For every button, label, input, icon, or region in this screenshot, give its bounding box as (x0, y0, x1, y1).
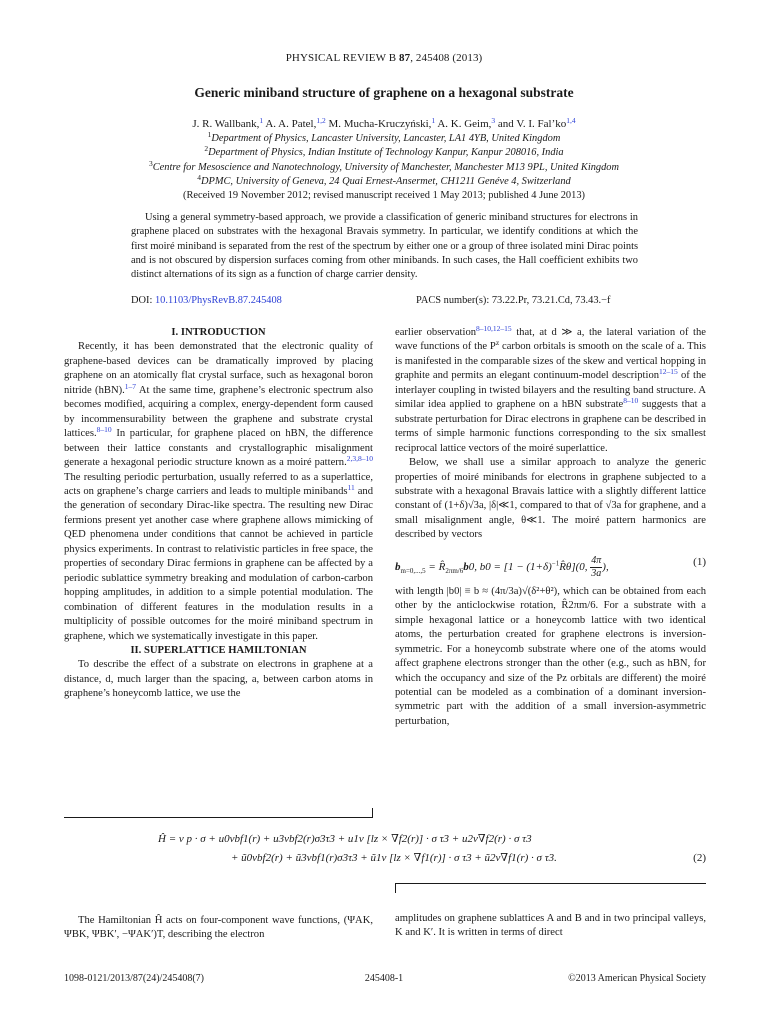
footer-copyright: ©2013 American Physical Society (568, 973, 706, 984)
affiliation: $^4$DPMC, University of Geneva, 24 Quai Ernest-Ansermet, CH1211 Genéve 4, Switzerland (197, 173, 571, 188)
author-affil-link[interactable]: 3 (491, 116, 496, 125)
superlattice-paragraph: To describe the effect of a substrate on electrons in graphene at a distance, d, much larger than the spacing, a, between carbon atoms in graphene’s honeycomb lattice, we use the (64, 659, 373, 700)
author-name: and V. I. Fal’ko (497, 118, 567, 130)
pacs-value: 73.22.Pr, 73.21.Cd, 73.43.−f (491, 295, 611, 306)
received-dates: (Received 19 November 2012; revised manuscript received 1 May 2013; published 4 June 2013) (183, 190, 585, 201)
column-divider-tick (372, 808, 373, 818)
journal-name: PHYSICAL REVIEW B (285, 52, 397, 64)
right-paragraph-1: earlier observation$^{8-10,12-15}$ that, at d ≫ a, the lateral variation of the wave functions of the $P^z$ carbon orbitals is smooth on the scale of a. This is manifested in the comparable sizes of the skew and vertical hopping in graphite and permits an elegant continuum-model description$^{12-15}$ of the interlayer coupling in twisted bilayers and the resulting band structure. A similar idea applied to graphene on a hBN substrate$^{8-10}$ suggests that a substrate perturbation for Dirac electrons in graphene can be described in terms of simple harmonic functions corresponding to the six smallest reciprocal lattice vectors of the moiré superlattice. (395, 324, 707, 454)
column-divider-rule (64, 817, 373, 818)
affiliation: $^3$Centre for Mesoscience and Nanotechnology, University of Manchester, Manchester M13 9PL, United Kingdom (149, 158, 619, 173)
affiliation: $^2$Department of Physics, Indian Institute of Technology Kanpur, Kanpur 208016, India (204, 144, 564, 159)
doi-link[interactable]: 10.1103/PhysRevB.87.245408 (154, 295, 282, 306)
column-divider-rule (395, 883, 706, 884)
citation-link[interactable]: 1–7 (124, 381, 137, 391)
affiliation-list (0, 132, 768, 190)
author-name: J. R. Wallbank, (192, 118, 260, 130)
bottom-left-text: The Hamiltonian Ĥ acts on four-component wave functions, (ΨAK, ΨBK, ΨBK′, −ΨAK′)T, describing the electron (64, 915, 373, 941)
section-heading-introduction: I. INTRODUCTION (171, 327, 266, 338)
equation-2-row: + ũ0vbf2(r) + ũ3vbf1(r)σ3τ3 + ũ1v [lz × ∇f1(r)] · σ τ3 + ũ2v∇f1(r) · σ τ3. (231, 852, 557, 864)
citation-link[interactable]: 11 (347, 482, 355, 492)
author-name: M. Mucha-Kruczyński, (328, 118, 432, 130)
article-number-year: , 245408 (2013) (410, 52, 483, 64)
doi-line (131, 295, 282, 306)
right-column (395, 326, 706, 729)
author-affil-link[interactable]: 1,4 (566, 116, 576, 125)
citation-link[interactable]: 8–10 (623, 396, 639, 406)
author-affil-link[interactable]: 1,2 (316, 116, 326, 125)
intro-paragraph: Recently, it has been demonstrated that the electronic quality of graphene-based devices can be dramatically improved by placing graphene on an atomically flat crystal surface, such as hexagonal boron nitride (hBN).$^{1-7}$ At the same time, graphene’s electronic spectrum also becomes modified, acquiring a complex, energy-dependent form caused by incommensurability between the graphene and substrate crystal lattices.$^{8-10}$ In particular, for graphene placed on hBN, the difference between their lattice constants and crystallographic misalignment generate a hexagonal periodic structure known as a moiré pattern.$^{2,3,8-10}$ The resulting periodic perturbation, usually referred to as a superlattice, acts on graphene’s charge carriers and leads to multiple minibands$^{11}$ and the generation of secondary Dirac-like spectra. The resulting new Dirac fermions present yet another case where graphene allows mimicking of QED phenomena under conditions that cannot be achieved in particle physics experiments. In contrast to relativistic particles in free space, the properties of secondary Dirac fermions in graphene can be affected by a periodic sublattice symmetry breaking and modulation of carbon-carbon hopping amplitudes, in addition to a simple potential modulation. The combination of different features in the modulation results in a multiplicity of possible outcomes for the moiré miniband spectrum in graphene, which we systematically investigate in this paper. (64, 341, 373, 642)
citation-link[interactable]: 8–10 (96, 425, 112, 435)
journal-volume: 87 (399, 52, 411, 64)
abstract-text: Using a general symmetry-based approach, we provide a classification of generic miniband structures for electrons in graphene placed on substrates with the hexagonal Bravais symmetry. In particular, we identify conditions at which the first moiré miniband is separated from the rest of the spectrum by either one or a group of three isolated mini Dirac points and is not obscured by dispersion surfaces coming from other minibands. In such cases, the Hall coefficient exhibits two distinct alternations of its sign as a function of charge carrier density. (131, 212, 638, 281)
citation-link[interactable]: 12–15 (659, 367, 678, 377)
right-paragraph-3: with length |b0| ≡ b ≈ (4π/3a)√(δ²+θ²), which can be obtained from each other by the anticlockwise rotation, R̂2πm/6. For a substrate with a simple hexagonal lattice or a honeycomb lattice with two identical atoms, the perturbation created for graphene electrons is inversion-symmetric. For a honeycomb substrate where one of the atoms would affect graphene electrons stronger than the other (e.g., such as hBN, for which the occupancy and size of the Pz orbitals are different) the moiré potential can be modeled as a combination of a dominant inversion-symmetric part with the addition of a small inversion-asymmetric perturbation, (395, 585, 706, 727)
equation-2-row: Ĥ = v p · σ + u0vbf1(r) + u3vbf2(r)σ3τ3 + u1v [lz × ∇f2(r)] · σ τ3 + u2v∇f2(r) · σ τ3 (158, 833, 532, 845)
right-paragraph-2: Below, we shall use a similar approach to analyze the generic properties of moiré minibands for electrons in graphene subjected to a substrate with a hexagonal Bravais lattice with a slightly different lattice constant of (1+δ)√3a, |δ|≪1, compared to that of √3a for graphene, and a small misalignment angle, θ≪1. The moiré pattern harmonics are described by vectors (395, 457, 706, 541)
affiliation: $^1$Department of Physics, Lancaster University, Lancaster, LA1 4YB, United Kingdom (207, 130, 561, 144)
author-list (0, 118, 768, 130)
bottom-right-text: amplitudes on graphene sublattices A and B and in two principal valleys, K and K′. It is written in terms of direct (395, 913, 706, 939)
author-affil-link[interactable]: 1 (259, 116, 264, 125)
equation-1 (395, 547, 706, 581)
column-divider-tick (395, 883, 396, 893)
journal-header (0, 52, 768, 64)
equation-1-number: (1) (693, 555, 706, 568)
equation-2 (158, 830, 706, 868)
author-affil-link[interactable]: 1 (431, 116, 436, 125)
footer-page-number: 245408-1 (364, 973, 404, 984)
abstract (131, 211, 638, 282)
paper-title: Generic miniband structure of graphene on a hexagonal substrate (194, 85, 574, 100)
doi-label: DOI: (131, 295, 153, 306)
author-name: A. A. Patel, (265, 118, 317, 130)
left-column (64, 326, 373, 702)
footer-issn: 1098-0121/2013/87(24)/245408(7) (64, 973, 204, 984)
section-heading-superlattice: II. SUPERLATTICE HAMILTONIAN (130, 644, 307, 656)
equation-2-number: (2) (693, 852, 706, 864)
equation-1-body: $b_{m=0,...,5}$ = $R̂_{2\pi m/6}b0$, $b0 = [1 - (1+\delta)^{-1}R̂\theta](0$, $\frac{4\pi}{3a}$ ), (395, 554, 609, 579)
citation-link[interactable]: 8–10,12–15 (476, 324, 512, 333)
citation-link[interactable]: 2,3,8–10 (346, 454, 373, 464)
author-name: A. K. Geim, (437, 118, 492, 130)
pacs-label: PACS number(s): (416, 295, 490, 306)
pacs-line (416, 295, 610, 306)
